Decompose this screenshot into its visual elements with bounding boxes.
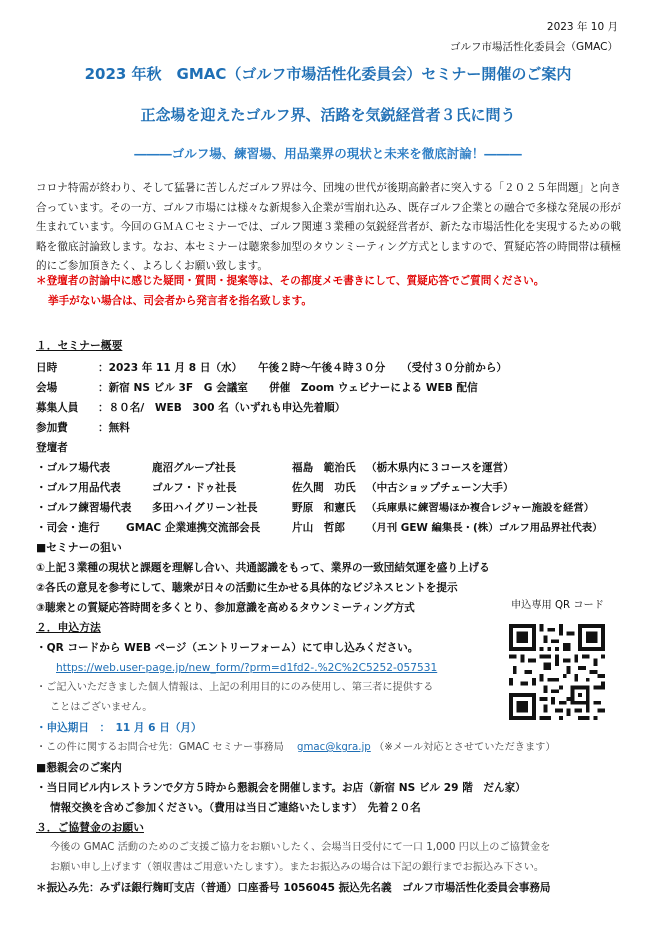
speaker-company: 鹿沼グループ社長 [152,462,236,474]
speaker-company: GMAC 企業連携交流部会長 [126,522,261,534]
page-subtitle: 正念場を迎えたゴルフ界、活路を気鋭経営者３氏に問う [140,106,516,124]
fee-label: 参加費 [36,422,68,434]
aim-item: ②各氏の意見を参考にして、聴衆が日々の活動に生かせる具体的なビジネスヒントを提示 [36,582,458,594]
speaker-company: ゴルフ・ドゥ社長 [152,482,237,494]
privacy-note: ・ご記入いただきました個人情報は、上記の利用目的にのみ使用し、第三者に提供する [36,682,434,693]
fee-value: ：無料 [98,422,130,434]
qr-code-label: 申込専用 QR コード [511,600,604,611]
venue-value: ：新宿 NS ビル 3F G 会議室 併催 Zoom ウェビナーによる WEB 配信 [98,382,478,394]
intro-note-2: 挙手がない場合は、司会者から発言者を指名致します。 [48,295,312,307]
speaker-name: 野原 和憲氏 [292,502,356,514]
contact-suffix: （※メール対応とさせていただきます） [374,742,556,753]
contact-info [36,743,556,753]
speaker-name: 福島 範治氏 [292,462,356,474]
donation-heading: ３．ご協賛金のお願い [36,821,144,834]
speaker-note: （兵庫県に練習場ほか複合レジャー施設を経営） [366,502,595,514]
issuer-org: ゴルフ市場活性化委員会（GMAC） [449,41,618,53]
privacy-note-cont: ことはございません。 [50,702,153,713]
apply-heading: ２．申込方法 [36,621,101,634]
capacity-label: 募集人員 [36,402,79,414]
speaker-company: 多田ハイグリーン社長 [152,502,258,514]
speakers-label: 登壇者 [36,442,68,454]
issue-date: 2023 年 10 月 [546,21,618,33]
intro-paragraph: コロナ特需が終わり、そして猛暑に苦しんだゴルフ界は今、団塊の世代が後期高齢者に突入する「２０２５年問題」と向き合っています。その一方、ゴルフ市場には様々な新規参入企業が雪崩れ込み、既存ゴルフ企業との融合で多様な発展の形が生まれています。今回のＧＭＡＣセミナーでは、ゴルフ関連３業種の気鋭経営者が、新たな市場活性化を実現するための戦略を徹底討論致します。なお、本セミナーは聴衆参加型のタウンミーティング方式としますので、質疑応答の時間帯は積極的にご参加頂きたく、よろしくお願い致します。 [36,182,621,273]
venue-label: 会場 [36,382,58,394]
donation-line-1: 今後の GMAC 活動のためのご支援ご協力をお願いしたく、会場当日受付にて一口 1,000 円以上のご協賛金を [50,842,551,853]
speaker-role: ・司会・進行 [36,522,100,534]
entry-form-link[interactable]: https://web.user-page.jp/new_form/?prm=d1fd2-.%2C%2C5252-057531 [56,662,438,674]
party-heading: ■懇親会のご案内 [36,761,122,774]
speaker-name: 佐久間 功氏 [292,482,356,494]
intro-note-1: ＊登壇者の討論中に感じた疑問・質問・提案等は、その都度メモ書きにして、質疑応答でご質問ください。 [36,275,545,287]
contact-prefix: ・この件に関するお問合せ先：GMAC セミナー事務局 [36,742,284,753]
date-label: 日時 [36,362,58,374]
capacity-value: ：８０名/ WEB 300 名（いずれも申込先着順） [98,402,346,414]
contact-email-link[interactable]: gmac@kgra.jp [297,742,371,753]
speaker-name: 片山 哲郎 [292,522,345,534]
speaker-note: （月刊 GEW 編集長・(株）ゴルフ用品界社代表） [366,522,603,534]
party-line-2: 情報交換を含めご参加ください。（費用は当日ご連絡いたします） 先着２０名 [50,802,421,814]
apply-deadline: ・申込期日 ： 11 月 6 日（月） [36,722,202,734]
apply-instruction: ・QR コードから WEB ページ（エントリーフォーム）にて申し込みください。 [36,642,419,654]
speaker-role: ・ゴルフ用品代表 [36,482,121,494]
aim-item: ①上記３業種の現状と課題を理解し合い、共通認識をもって、業界の一致団結気運を盛り上げる [36,562,490,574]
speaker-role: ・ゴルフ練習場代表 [36,502,132,514]
speaker-note: （中古ショップチェーン大手） [366,482,514,494]
donation-line-2: お願い申し上げます（領収書はご用意いたします）。またお振込みの場合は下記の銀行までお振込み下さい。 [50,862,545,873]
overview-heading: １．セミナー概要 [36,339,123,352]
bank-transfer-info: ＊振込み先：みずほ銀行麹町支店（普通）口座番号 1056045 振込先名義 ゴルフ市場活性化委員会事務局 [36,882,551,894]
date-value: ：2023 年 11 月 8 日（水） 午後２時～午後４時３０分 （受付３０分前から） [98,362,508,374]
aim-item: ③聴衆との質疑応答時間を多くとり、参加意識を高めるタウンミーティング方式 [36,602,415,614]
page-tagline: ―――ゴルフ場、練習場、用品業界の現状と未来を徹底討論！――― [134,146,522,161]
aims-heading: ■セミナーの狙い [36,541,122,554]
speaker-role: ・ゴルフ場代表 [36,462,111,474]
page-title: 2023 年秋 GMAC（ゴルフ市場活性化委員会）セミナー開催のご案内 [84,65,572,83]
speaker-note: （栃木県内に３コースを運営） [366,462,514,474]
party-line-1: ・当日同ビル内レストランで夕方５時から懇親会を開催します。お店（新宿 NS ビル 29 階 だん家） [36,782,526,794]
qr-code-icon[interactable] [509,624,605,720]
